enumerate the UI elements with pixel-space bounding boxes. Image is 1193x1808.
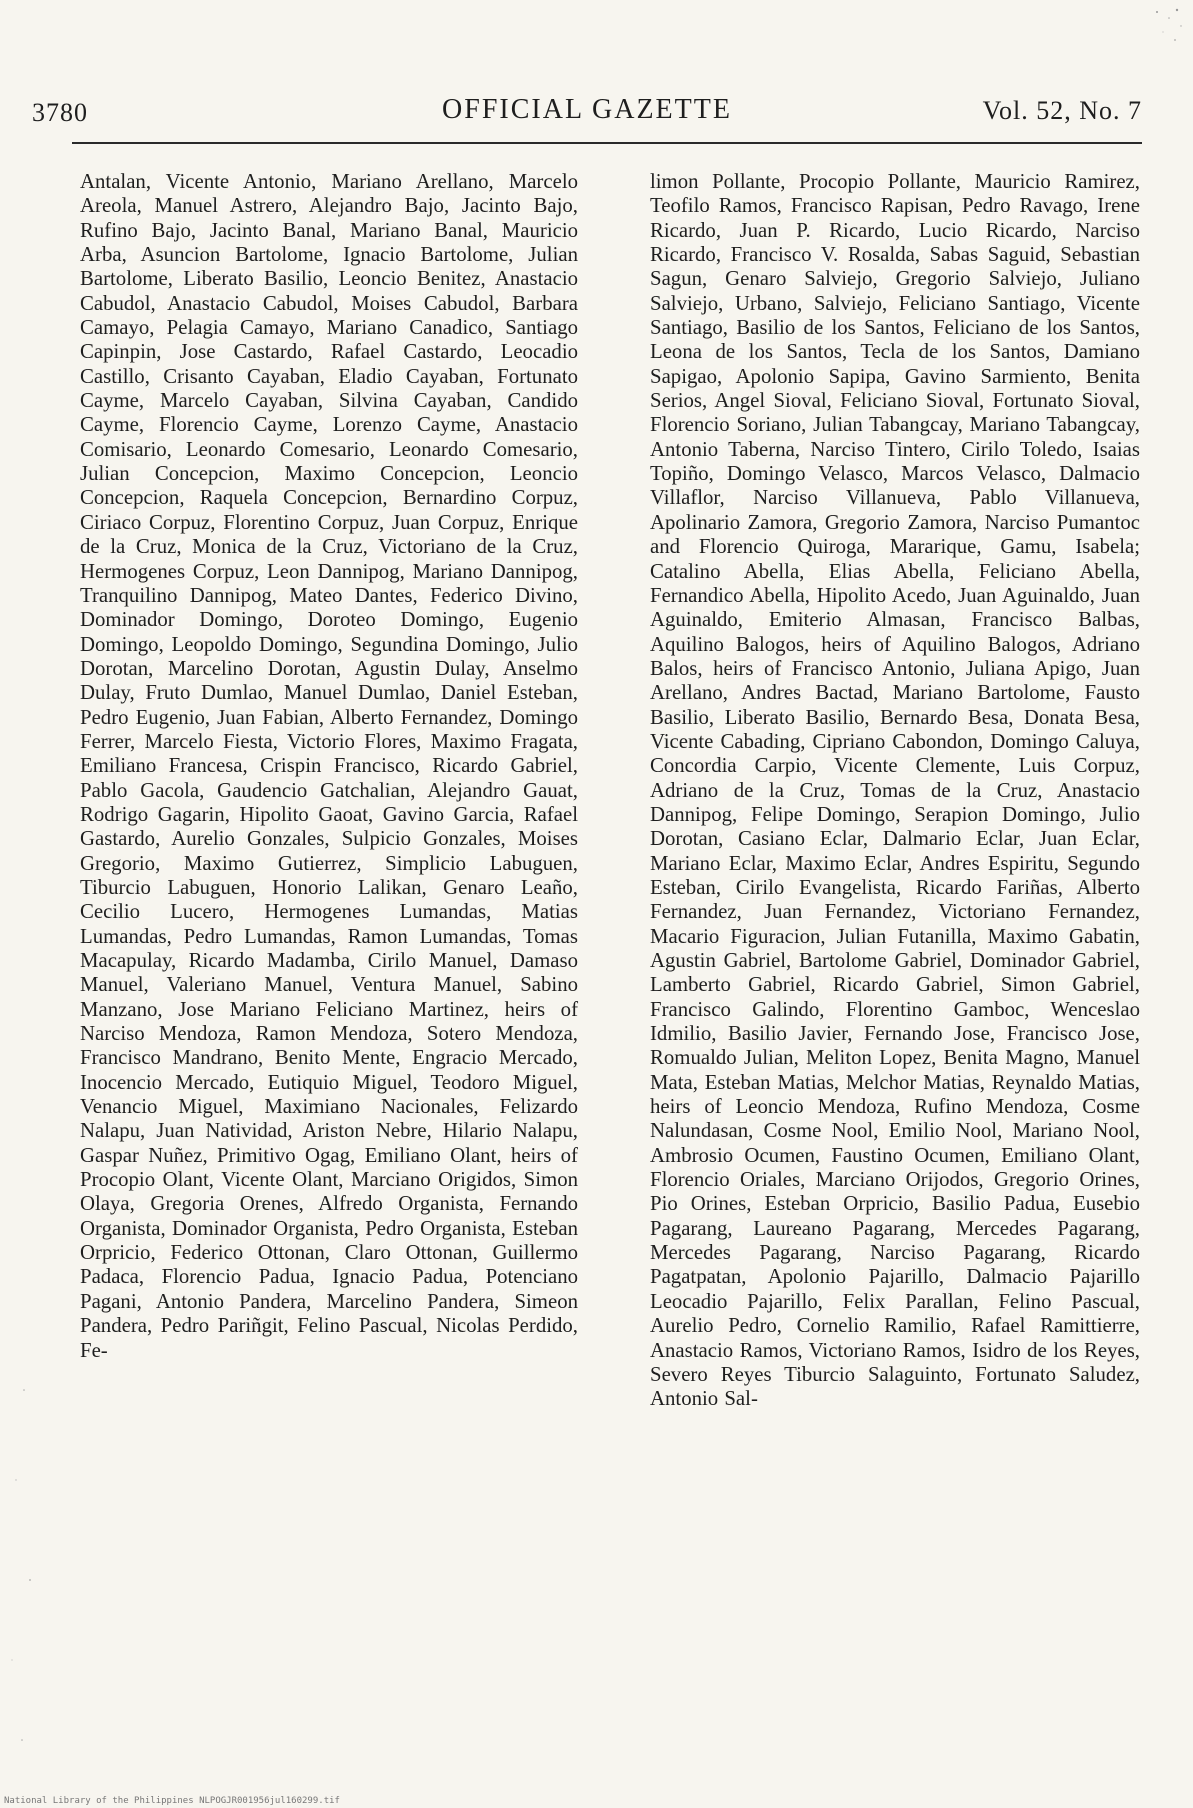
scan-specks-left-margin [4,1360,44,1780]
right-column-text: limon Pollante, Procopio Pollante, Mauricio Ramirez, Teofilo Ramos, Francisco Rapisan, Pedro Ravago, Irene Ricardo, Juan P. Ricardo, Lucio Ricardo, Narciso Ricardo, Francisco V. Rosalda, Sabas Saguid, Sebastian Sagun, Genaro Salviejo, Gregorio Salviejo, Juliano Salviejo, Urbano, Salviejo, Feliciano Santiago, Vicente Santiago, Basilio de los Santos, Feliciano de los Santos, Leona de los Santos, Tecla de los Santos, Damiano Sapigao, Apolonio Sapipa, Gavino Sarmiento, Benita Serios, Angel Sioval, Feliciano Sioval, Fortunato Sioval, Florencio Soriano, Julian Tabangcay, Mariano Tabangcay, Antonio Taberna, Narciso Tintero, Cirilo Toledo, Isaias Topiño, Domingo Velasco, Marcos Velasco, Dalmacio Villaflor, Narciso Villanueva, Pablo Villanueva, Apolinario Zamora, Gregorio Zamora, Narciso Pumantoc and Florencio Quiroga, Mararique, Gamu, Isabela; Catalino Abella, Elias Abella, Feliciano Abella, Fernandico Abella, Hipolito Acedo, Juan Aguinaldo, Juan Aguinaldo, Emiterio Almasan, Francisco Balbas, Aquilino Balogos, heirs of Aquilino Balogos, Adriano Balos, heirs of Francisco Antonio, Juliana Apigo, Juan Arellano, Andres Bactad, Mariano Bartolome, Fausto Basilio, Liberato Basilio, Bernardo Besa, Donata Besa, Vicente Cabading, Cipriano Cabondon, Domingo Caluya, Concordia Carpio, Vicente Clemente, Luis Corpuz, Adriano de la Cruz, Tomas de la Cruz, Anastacio Dannipog, Felipe Domingo, Serapion Domingo, Julio Dorotan, Casiano Eclar, Dalmario Eclar, Juan Eclar, Mariano Eclar, Maximo Eclar, Andres Espiritu, Segundo Esteban, Cirilo Evangelista, Ricardo Fariñas, Alberto Fernandez, Juan Fernandez, Victoriano Fernandez, Macario Figuracion, Julian Futanilla, Maximo Gabatin, Agustin Gabriel, Bartolome Gabriel, Dominador Gabriel, Lamberto Gabriel, Ricardo Gabriel, Simon Gabriel, Francisco Galindo, Florentino Gamboc, Wenceslao Idmilio, Basilio Javier, Fernando Jose, Francisco Jose, Romualdo Julian, Meliton Lopez, Benita Magno, Manuel Mata, Esteban Matias, Melchor Matias, Reynaldo Matias, heirs of Leoncio Mendoza, Rufino Mendoza, Cosme Nalundasan, Cosme Nool, Emilio Nool, Mariano Nool, Ambrosio Ocumen, Faustino Ocumen, Emiliano Olant, Florencio Oriales, Marciano Orijodos, Gregorio Orines, Pio Orines, Esteban Orpricio, Basilio Padua, Eusebio Pagarang, Laureano Pagarang, Mercedes Pagarang, Mercedes Pagarang, Narciso Pagarang, Ricardo Pagatpatan, Apolonio Pajarillo, Dalmacio Pajarillo Leocadio Pajarillo, Felix Parallan, Felino Pascual, Aurelio Pedro, Cornelio Ramilio, Rafael Ramittierre, Anastacio Ramos, Victoriano Ramos, Isidro de los Reyes, Severo Reyes Tiburcio Salaguinto, Fortunato Saludez, Antonio Sal- [650,170,1140,1411]
scan-specks-top-right [1097,4,1187,64]
gazette-title: OFFICIAL GAZETTE [442,94,732,125]
scan-footer-note: National Library of the Philippines NLPOGJR001956jul160299.tif [4,1796,340,1806]
left-column-text: Antalan, Vicente Antonio, Mariano Arellano, Marcelo Areola, Manuel Astrero, Alejandro Bajo, Jacinto Bajo, Rufino Bajo, Jacinto Banal, Mariano Banal, Mauricio Arba, Asuncion Bartolome, Ignacio Bartolome, Julian Bartolome, Liberato Basilio, Leoncio Benitez, Anastacio Cabudol, Anastacio Cabudol, Moises Cabudol, Barbara Camayo, Pelagia Camayo, Mariano Canadico, Santiago Capinpin, Jose Castardo, Rafael Castardo, Leocadio Castillo, Crisanto Cayaban, Eladio Cayaban, Fortunato Cayme, Marcelo Cayaban, Silvina Cayaban, Candido Cayme, Florencio Cayme, Lorenzo Cayme, Anastacio Comisario, Leonardo Comesario, Leonardo Comesario, Julian Concepcion, Maximo Concepcion, Leoncio Concepcion, Raquela Concepcion, Bernardino Corpuz, Ciriaco Corpuz, Florentino Corpuz, Juan Corpuz, Enrique de la Cruz, Monica de la Cruz, Victoriano de la Cruz, Hermogenes Corpuz, Leon Dannipog, Mariano Dannipog, Tranquilino Dannipog, Mateo Dantes, Federico Divino, Dominador Domingo, Doroteo Domingo, Eugenio Domingo, Leopoldo Domingo, Segundina Domingo, Julio Dorotan, Marcelino Dorotan, Agustin Dulay, Anselmo Dulay, Fruto Dumlao, Manuel Dumlao, Daniel Esteban, Pedro Eugenio, Juan Fabian, Alberto Fernandez, Domingo Ferrer, Marcelo Fiesta, Victorio Flores, Maximo Fragata, Emiliano Francesa, Crispin Francisco, Ricardo Gabriel, Pablo Gacola, Gaudencio Gatchalian, Alejandro Gauat, Rodrigo Gagarin, Hipolito Gaoat, Gavino Garcia, Rafael Gastardo, Aurelio Gonzales, Sulpicio Gonzales, Moises Gregorio, Maximo Gutierrez, Simplicio Labuguen, Tiburcio Labuguen, Honorio Lalikan, Genaro Leaño, Cecilio Lucero, Hermogenes Lumandas, Matias Lumandas, Pedro Lumandas, Ramon Lumandas, Tomas Macapulay, Ricardo Madamba, Cirilo Manuel, Damaso Manuel, Valeriano Manuel, Ventura Manuel, Sabino Manzano, Jose Mariano Feliciano Martinez, heirs of Narciso Mendoza, Ramon Mendoza, Sotero Mendoza, Francisco Mandrano, Benito Mente, Engracio Mercado, Inocencio Mercado, Eutiquio Miguel, Teodoro Miguel, Venancio Miguel, Maximiano Nacionales, Felizardo Nalapu, Juan Natividad, Ariston Nebre, Hilario Nalapu, Gaspar Nuñez, Primitivo Ogag, Emiliano Olant, heirs of Procopio Olant, Vicente Olant, Marciano Origidos, Simon Olaya, Gregoria Orenes, Alfredo Organista, Fernando Organista, Dominador Organista, Pedro Organista, Esteban Orpricio, Federico Ottonan, Claro Ottonan, Guillermo Padaca, Florencio Padua, Ignacio Padua, Potenciano Pagani, Antonio Pandera, Marcelino Pandera, Simeon Pandera, Pedro Pariñgit, Felino Pascual, Nicolas Perdido, Fe- [80,170,578,1362]
left-column [80,170,578,1363]
page-header [32,94,1142,134]
header-rule [72,142,1142,144]
right-column [650,170,1140,1412]
issue-label: Vol. 52, No. 7 [982,96,1142,125]
page-number: 3780 [32,98,88,127]
